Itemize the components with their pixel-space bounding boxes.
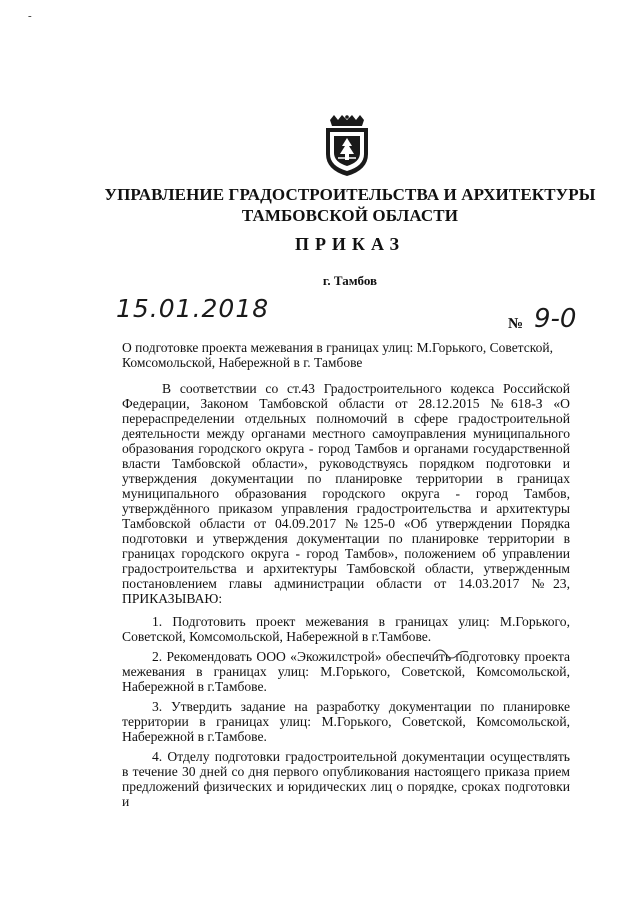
organization-title-line-1: УПРАВЛЕНИЕ ГРАДОСТРОИТЕЛЬСТВА И АРХИТЕКТУРЫ <box>104 185 596 204</box>
corner-mark: - <box>28 10 32 22</box>
issue-city: г. Тамбов <box>322 273 378 288</box>
organization-title <box>60 184 640 226</box>
document-number: 9-0 <box>534 304 577 334</box>
order-item: 1. Подготовить проект межевания в границах улиц: М.Горького, Советской, Комсомольской, Набережной в г.Тамбове. <box>122 614 570 644</box>
document-number-label: № <box>508 316 524 332</box>
tambov-region-coat-of-arms-icon <box>320 114 374 178</box>
handwritten-mark-icon <box>432 642 472 662</box>
document-date: 15.01.2018 <box>116 294 270 323</box>
preamble-paragraph: В соответствии со ст.43 Градостроительного кодекса Российской Федерации, Законом Тамбовской области от 28.12.2015 №618-З «О перераспределении отдельных полномочий в сфере градостроительной деятельности между органами местного самоуправления муниципального образования городского округа - город Тамбов и органами государственной власти Тамбовской области», руководствуясь порядком подготовки и утверждения документации по планировке территории в границах муниципального образования городского округа - город Тамбов, утверждённого приказом управления градостроительства и архитектуры Тамбовской области от 04.09.2017 №125-0 «Об утверждении Порядка подготовки и утверждения документации по планировке территории в границах городского округа - город Тамбов», положением об управлении градостроительства и архитектуры Тамбовской области, утвержденным постановлением главы администрации области от 14.03.2017 №23, ПРИКАЗЫВАЮ: <box>122 381 570 606</box>
order-item: 2. Рекомендовать ООО «Экожилстрой» обеспечить подготовку проекта межевания в границах улиц: М.Горького, Советской, Комсомольской, Набережной в г.Тамбове. <box>122 649 570 694</box>
order-item: 3. Утвердить задание на разработку документации по планировке территории в границах улиц: М.Горького, Советской, Комсомольской, Набережной в г.Тамбове. <box>122 699 570 744</box>
order-items <box>122 614 570 814</box>
document-type: ПРИКАЗ <box>294 234 406 254</box>
organization-title-line-2: ТАМБОВСКОЙ ОБЛАСТИ <box>241 206 459 225</box>
document-subject: О подготовке проекта межевания в границах улиц: М.Горького, Советской, Комсомольской, Набережной в г. Тамбове <box>122 340 553 370</box>
order-item: 4. Отделу подготовки градостроительной документации осуществлять в течение 30 дней со дня первого опубликования настоящего приказа прием предложений физических и юридических лиц о порядке, сроках подготовки и <box>122 749 570 809</box>
